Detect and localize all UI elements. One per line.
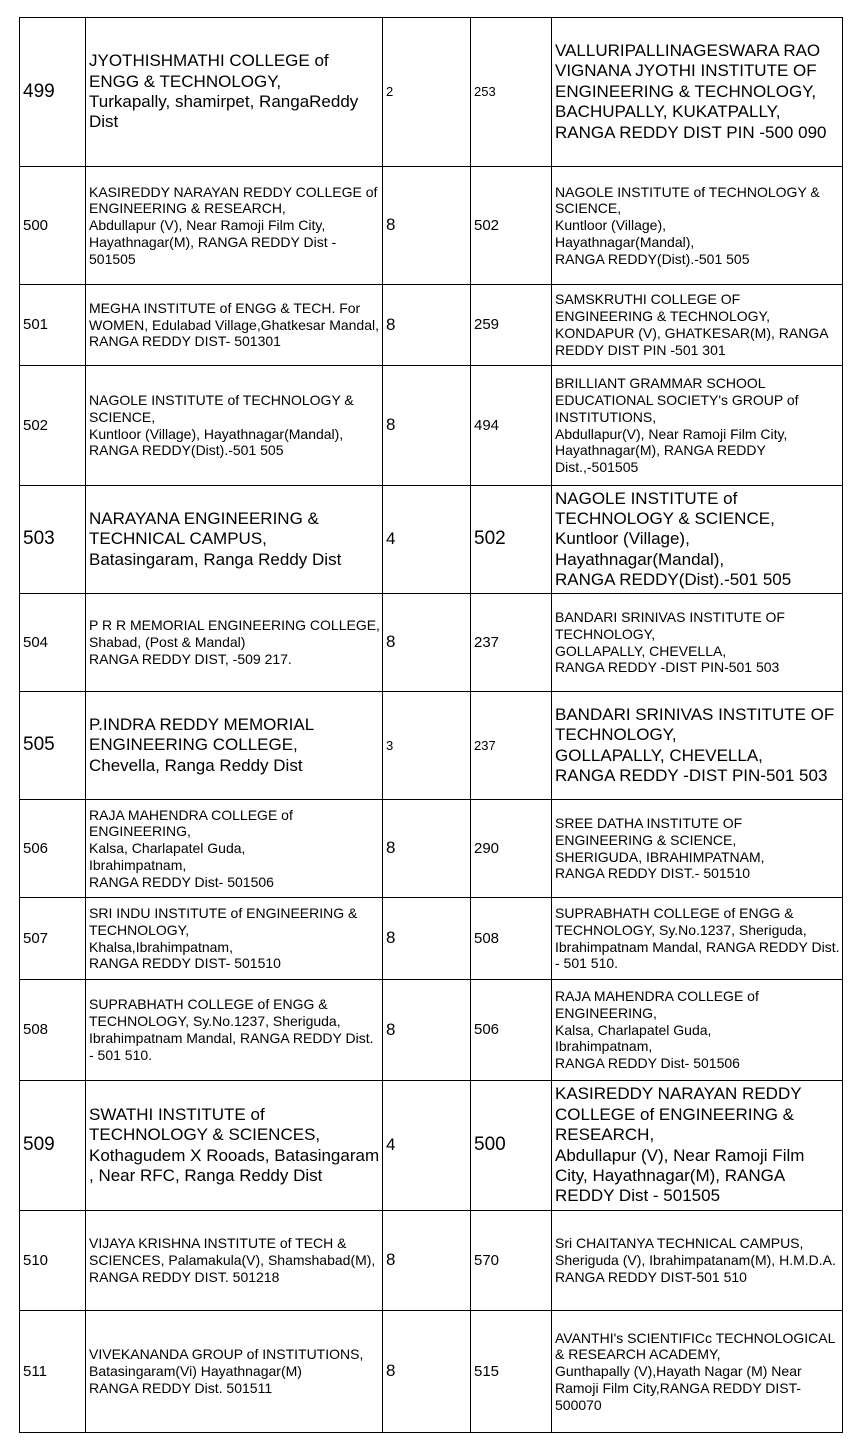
target-name: SREE DATHA INSTITUTE OF ENGINEERING & SCIENCE, SHERIGUDA, IBRAHIMPATNAM, RANGA REDDY DIST.- 501510: [552, 800, 843, 898]
college-code: 511: [20, 1311, 86, 1433]
seat-count: 4: [383, 1081, 471, 1211]
target-code: 508: [471, 898, 552, 980]
target-code: 253: [471, 18, 552, 167]
table-row: [20, 18, 843, 167]
table-row: [20, 366, 843, 486]
seat-count: 8: [383, 898, 471, 980]
seat-count: 8: [383, 1211, 471, 1311]
target-name: KASIREDDY NARAYAN REDDY COLLEGE of ENGINEERING & RESEARCH, Abdullapur (V), Near Ramoji Film City, Hayathnagar(M), RANGA REDDY Dist - 501505: [552, 1081, 843, 1211]
target-name: BRILLIANT GRAMMAR SCHOOL EDUCATIONAL SOCIETY's GROUP of INSTITUTIONS, Abdullapur(V), Near Ramoji Film City, Hayathnagar(M), RANGA REDDY Dist.,-501505: [552, 366, 843, 486]
table-row: [20, 800, 843, 898]
college-code: 499: [20, 18, 86, 167]
seat-count: 8: [383, 366, 471, 486]
target-code: 500: [471, 1081, 552, 1211]
seat-count: 2: [383, 18, 471, 167]
college-name: RAJA MAHENDRA COLLEGE of ENGINEERING, Kalsa, Charlapatel Guda, Ibrahimpatnam, RANGA REDDY Dist- 501506: [86, 800, 383, 898]
seat-count: 8: [383, 594, 471, 692]
college-name: VIVEKANANDA GROUP of INSTITUTIONS, Batasingaram(Vi) Hayathnagar(M) RANGA REDDY Dist. 501511: [86, 1311, 383, 1433]
college-table: [19, 17, 843, 1433]
college-code: 500: [20, 167, 86, 285]
college-code: 507: [20, 898, 86, 980]
seat-count: 8: [383, 980, 471, 1081]
target-code: 237: [471, 692, 552, 800]
target-code: 570: [471, 1211, 552, 1311]
college-name: MEGHA INSTITUTE of ENGG & TECH. For WOMEN, Edulabad Village,Ghatkesar Mandal, RANGA REDDY DIST- 501301: [86, 285, 383, 366]
college-code: 509: [20, 1081, 86, 1211]
target-code: 494: [471, 366, 552, 486]
target-code: 237: [471, 594, 552, 692]
college-name: SRI INDU INSTITUTE of ENGINEERING & TECHNOLOGY, Khalsa,Ibrahimpatnam, RANGA REDDY DIST- 501510: [86, 898, 383, 980]
college-name: SWATHI INSTITUTE of TECHNOLOGY & SCIENCES, Kothagudem X Rooads, Batasingaram , Near RFC, Ranga Reddy Dist: [86, 1081, 383, 1211]
college-code: 504: [20, 594, 86, 692]
table-row: [20, 486, 843, 594]
college-name: JYOTHISHMATHI COLLEGE of ENGG & TECHNOLOGY, Turkapally, shamirpet, RangaReddy Dist: [86, 18, 383, 167]
target-name: VALLURIPALLINAGESWARA RAO VIGNANA JYOTHI INSTITUTE OF ENGINEERING & TECHNOLOGY, BACHUPALLY, KUKATPALLY, RANGA REDDY DIST PIN -500 090: [552, 18, 843, 167]
college-code: 506: [20, 800, 86, 898]
college-name: VIJAYA KRISHNA INSTITUTE of TECH & SCIENCES, Palamakula(V), Shamshabad(M), RANGA REDDY DIST. 501218: [86, 1211, 383, 1311]
target-code: 506: [471, 980, 552, 1081]
target-name: SUPRABHATH COLLEGE of ENGG & TECHNOLOGY, Sy.No.1237, Sheriguda, Ibrahimpatnam Mandal, RANGA REDDY Dist. - 501 510.: [552, 898, 843, 980]
seat-count: 3: [383, 692, 471, 800]
college-code: 503: [20, 486, 86, 594]
target-name: RAJA MAHENDRA COLLEGE of ENGINEERING, Kalsa, Charlapatel Guda, Ibrahimpatnam, RANGA REDDY Dist- 501506: [552, 980, 843, 1081]
college-code: 508: [20, 980, 86, 1081]
target-name: BANDARI SRINIVAS INSTITUTE OF TECHNOLOGY, GOLLAPALLY, CHEVELLA, RANGA REDDY -DIST PIN-501 503: [552, 692, 843, 800]
target-name: BANDARI SRINIVAS INSTITUTE OF TECHNOLOGY, GOLLAPALLY, CHEVELLA, RANGA REDDY -DIST PIN-501 503: [552, 594, 843, 692]
college-code: 510: [20, 1211, 86, 1311]
target-code: 259: [471, 285, 552, 366]
seat-count: 8: [383, 800, 471, 898]
college-code: 501: [20, 285, 86, 366]
table-row: [20, 167, 843, 285]
target-name: SAMSKRUTHI COLLEGE OF ENGINEERING & TECHNOLOGY, KONDAPUR (V), GHATKESAR(M), RANGA REDDY DIST PIN -501 301: [552, 285, 843, 366]
seat-count: 8: [383, 167, 471, 285]
college-name: P R R MEMORIAL ENGINEERING COLLEGE, Shabad, (Post & Mandal) RANGA REDDY DIST, -509 217.: [86, 594, 383, 692]
college-name: KASIREDDY NARAYAN REDDY COLLEGE of ENGINEERING & RESEARCH, Abdullapur (V), Near Ramoji Film City, Hayathnagar(M), RANGA REDDY Dist - 501505: [86, 167, 383, 285]
seat-count: 8: [383, 1311, 471, 1433]
table-row: [20, 594, 843, 692]
target-code: 515: [471, 1311, 552, 1433]
table-row: [20, 1081, 843, 1211]
target-name: NAGOLE INSTITUTE of TECHNOLOGY & SCIENCE, Kuntloor (Village), Hayathnagar(Mandal), RANGA REDDY(Dist).-501 505: [552, 167, 843, 285]
seat-count: 8: [383, 285, 471, 366]
target-name: AVANTHI's SCIENTIFICc TECHNOLOGICAL & RESEARCH ACADEMY, Gunthapally (V),Hayath Nagar (M) Near Ramoji Film City,RANGA REDDY DIST-500070: [552, 1311, 843, 1433]
target-name: Sri CHAITANYA TECHNICAL CAMPUS, Sheriguda (V), Ibrahimpatanam(M), H.M.D.A. RANGA REDDY DIST-501 510: [552, 1211, 843, 1311]
table-row: [20, 980, 843, 1081]
table-row: [20, 692, 843, 800]
table-row: [20, 1211, 843, 1311]
college-code: 505: [20, 692, 86, 800]
seat-count: 4: [383, 486, 471, 594]
college-name: NARAYANA ENGINEERING & TECHNICAL CAMPUS, Batasingaram, Ranga Reddy Dist: [86, 486, 383, 594]
target-code: 502: [471, 486, 552, 594]
target-code: 502: [471, 167, 552, 285]
target-name: NAGOLE INSTITUTE of TECHNOLOGY & SCIENCE, Kuntloor (Village), Hayathnagar(Mandal), RANGA REDDY(Dist).-501 505: [552, 486, 843, 594]
table-row: [20, 285, 843, 366]
college-name: SUPRABHATH COLLEGE of ENGG & TECHNOLOGY, Sy.No.1237, Sheriguda, Ibrahimpatnam Mandal, RANGA REDDY Dist. - 501 510.: [86, 980, 383, 1081]
college-code: 502: [20, 366, 86, 486]
table-row: [20, 898, 843, 980]
college-name: P.INDRA REDDY MEMORIAL ENGINEERING COLLEGE, Chevella, Ranga Reddy Dist: [86, 692, 383, 800]
table-row: [20, 1311, 843, 1433]
target-code: 290: [471, 800, 552, 898]
college-name: NAGOLE INSTITUTE of TECHNOLOGY & SCIENCE, Kuntloor (Village), Hayathnagar(Mandal), RANGA REDDY(Dist).-501 505: [86, 366, 383, 486]
